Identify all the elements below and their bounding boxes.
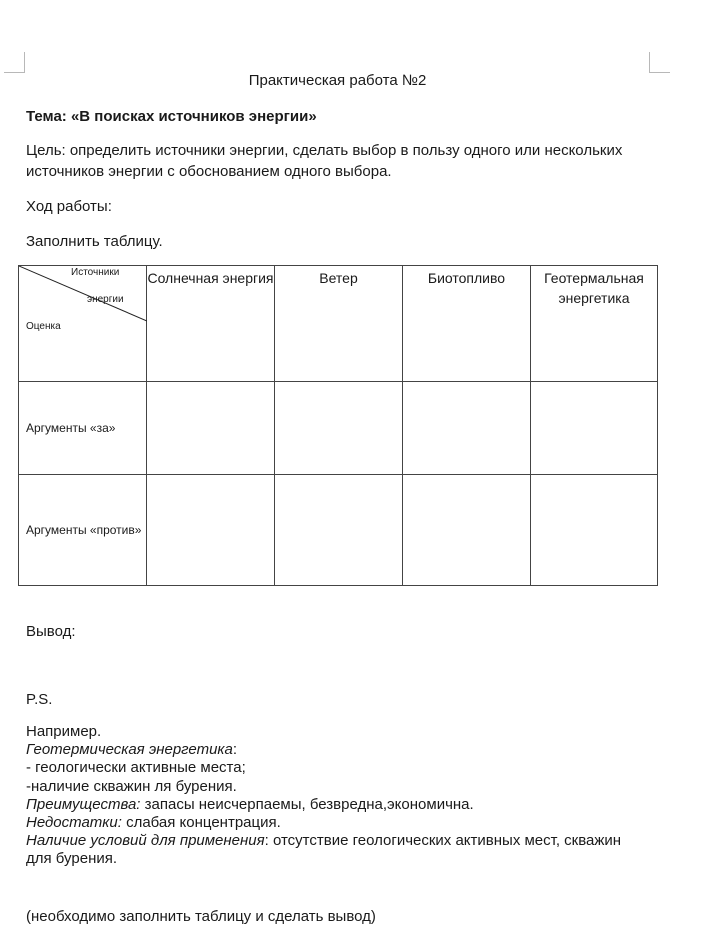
page-corner-mark-right	[649, 52, 670, 73]
course-label: Ход работы:	[26, 198, 112, 215]
corner-energy-label: энергии	[87, 294, 124, 305]
example-intro: Например.	[26, 723, 102, 740]
document-title: Практическая работа №2	[248, 72, 427, 89]
topic-line: Тема: «В поисках источников энергии»	[26, 108, 317, 125]
corner-sources-label: Источники	[71, 267, 120, 278]
conditions-line	[26, 832, 646, 868]
fill-instruction: Заполнить таблицу.	[26, 233, 163, 250]
table-cell[interactable]	[531, 382, 658, 475]
footer-note: (необходимо заполнить таблицу и сделать вывод)	[26, 908, 376, 925]
table-cell[interactable]	[147, 475, 275, 586]
evaluation-table	[18, 265, 658, 586]
goal-paragraph: Цель: определить источники энергии, сделать выбор в пользу одного или нескольких источников энергии с обоснованием одного выбора.	[26, 142, 623, 180]
table-cell[interactable]	[275, 382, 403, 475]
table-cell[interactable]	[403, 382, 531, 475]
example-subject-line	[26, 741, 646, 759]
table-row-pros	[19, 382, 658, 475]
conditions-text: : отсутствие геологических активных мест, скважин для бурения.	[26, 832, 622, 868]
advantages-text: запасы неисчерпаемы, безвредна,экономична.	[140, 795, 474, 813]
page-corner-mark-left	[4, 52, 25, 73]
table-row-cons	[19, 475, 658, 586]
table-cell[interactable]	[275, 475, 403, 586]
conditions-label: Наличие условий для применения	[26, 832, 265, 850]
row-label-cons: Аргументы «против»	[19, 475, 147, 586]
column-header-geothermal: Геотермальная энергетика	[531, 266, 658, 382]
column-header-wind: Ветер	[275, 266, 403, 382]
disadvantages-label: Недостатки:	[26, 814, 122, 832]
conclusion-label: Вывод:	[26, 623, 76, 640]
table-cell[interactable]	[531, 475, 658, 586]
column-header-biofuel: Биотопливо	[403, 266, 531, 382]
disadvantages-line	[26, 814, 646, 832]
row-label-pros: Аргументы «за»	[19, 382, 147, 475]
advantages-line	[26, 796, 646, 814]
column-header-solar: Солнечная энергия	[147, 266, 275, 382]
example-line-2: -наличие скважин ля бурения.	[26, 777, 237, 795]
ps-label: P.S.	[26, 691, 53, 708]
table-header-row	[19, 266, 658, 382]
example-subject: Геотермическая энергетика	[26, 741, 233, 759]
table-cell[interactable]	[403, 475, 531, 586]
advantages-label: Преимущества:	[26, 795, 141, 813]
disadvantages-text: слабая концентрация.	[121, 814, 281, 832]
table-cell[interactable]	[147, 382, 275, 475]
corner-evaluation-label: Оценка	[26, 321, 61, 332]
table-corner-cell	[19, 266, 147, 382]
example-block	[26, 723, 646, 869]
example-subject-colon: :	[232, 741, 238, 759]
example-line-1: - геологически активные места;	[26, 759, 246, 777]
